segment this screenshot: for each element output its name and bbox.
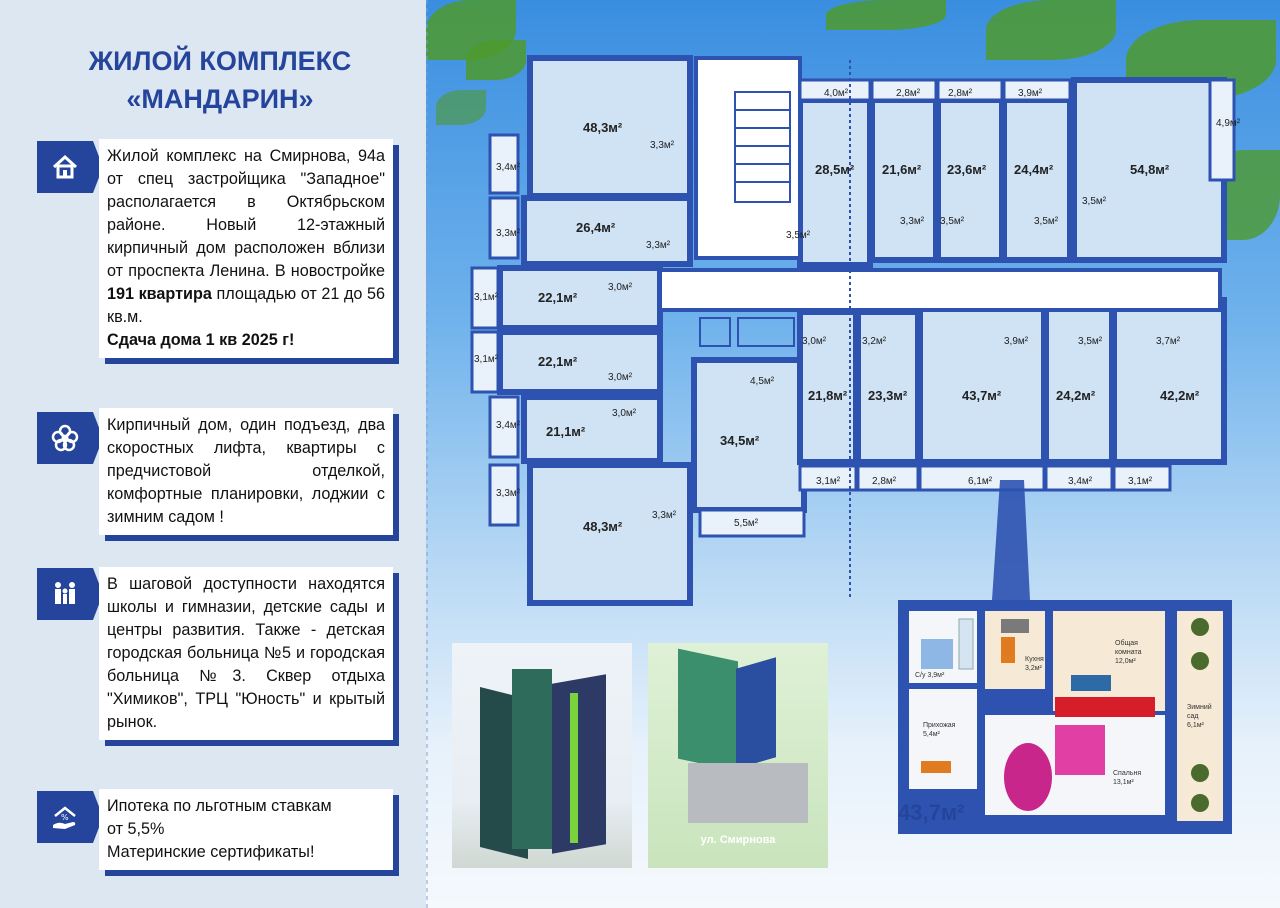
- stair-core: [696, 58, 800, 258]
- title-line-1: ЖИЛОЙ КОМПЛЕКС: [88, 46, 352, 76]
- apartment-area-label: 24,2м²: [1056, 388, 1096, 403]
- balcony-area-label: 3,5м²: [786, 230, 811, 241]
- room-kitchen-label: Кухня 3,2м²: [1025, 656, 1044, 672]
- building-description: Кирпичный дом, один подъезд, два скоростных лифта, квартиры с предчистовой отделкой, комфортные планировки, лоджии с зимним садом !: [107, 416, 385, 526]
- balcony-area-label: 3,4м²: [1068, 476, 1093, 487]
- apartment-area-label: 22,1м²: [538, 354, 578, 369]
- room-hall-label: Прихожая 5,4м²: [923, 722, 956, 738]
- room-living-label: Общая комната 12,0м²: [1115, 640, 1142, 665]
- area-range: площадью от 21 до 56 кв.м.: [107, 285, 385, 326]
- svg-text:%: %: [61, 813, 69, 822]
- balcony-area-label: 3,3м²: [650, 140, 675, 151]
- apartments-count: 191 квартира: [107, 285, 212, 303]
- balcony-area-label: 4,5м²: [750, 376, 775, 387]
- apartment-room: [524, 397, 660, 461]
- corridor: [660, 270, 1220, 310]
- balcony-area-label: 3,1м²: [816, 476, 841, 487]
- building-render-photo: [452, 643, 632, 868]
- balcony-area-label: 3,0м²: [608, 372, 633, 383]
- apartment-room: [500, 268, 660, 328]
- balcony-area-label: 2,8м²: [948, 88, 973, 99]
- apartment-area-label: 24,4м²: [1014, 162, 1054, 177]
- balcony-area-label: 3,0м²: [608, 282, 633, 293]
- balcony-area-label: 3,3м²: [496, 488, 521, 499]
- mortgage-line-1: Ипотека по льготным ставкам: [107, 797, 332, 815]
- apartment-room: [1004, 100, 1070, 260]
- balcony-area-label: 3,9м²: [1018, 88, 1043, 99]
- balcony-area-label: 3,7м²: [1156, 336, 1181, 347]
- maternity-capital: Материнские сертификаты!: [107, 843, 315, 861]
- apartment-room: [1114, 300, 1224, 462]
- apartment-room: [800, 312, 856, 462]
- apartment-area-label: 54,8м²: [1130, 162, 1170, 177]
- apartment-area-label: 43,7м²: [962, 388, 1002, 403]
- balcony-area-label: 3,5м²: [940, 216, 965, 227]
- apartment-room: [920, 300, 1044, 462]
- balcony-area-label: 3,3м²: [496, 228, 521, 239]
- apartment-room: [1046, 300, 1112, 462]
- infrastructure-description: В шаговой доступности находятся школы и гимназии, детские сады и центры развития. Также - детская городская больница №5 и городская больница №3. Сквер отдыха "Химиков", ТРЦ "Юность" и крытый рынок.: [107, 575, 385, 731]
- balcony-area-label: 3,3м²: [900, 216, 925, 227]
- balcony-area-label: 3,4м²: [496, 162, 521, 173]
- balcony-area-label: 3,3м²: [646, 240, 671, 251]
- apartment-area-label: 26,4м²: [576, 220, 616, 235]
- apartment-room: [500, 332, 660, 392]
- detail-area: 43,7м²: [898, 800, 965, 825]
- elevator: [738, 318, 794, 346]
- balcony-area-label: 3,3м²: [652, 510, 677, 521]
- apartment-room: [530, 465, 690, 603]
- apartment-room: [872, 100, 936, 260]
- apartment-area-label: 34,5м²: [720, 433, 760, 448]
- balcony-area-label: 3,1м²: [1128, 476, 1153, 487]
- balcony-area-label: 5,5м²: [734, 518, 759, 529]
- balcony-area-label: 3,1м²: [474, 292, 499, 303]
- balcony-area-label: 3,2м²: [862, 336, 887, 347]
- balcony-area-label: 3,4м²: [496, 420, 521, 431]
- complex-description: Жилой комплекс на Смирнова, 94а от спец застройщика "Западное" располагается в Октябрьском районе. Новый 12-этажный кирпичный дом расположен вблизи от проспекта Ленина. В новостройке: [107, 147, 385, 280]
- room-bedroom-label: Спальня 13,1м²: [1113, 770, 1142, 786]
- street-label: ул. Смирнова: [700, 834, 776, 846]
- completion-date: Сдача дома 1 кв 2025 г!: [107, 331, 295, 349]
- room-garden-label: Зимний сад 6,1м²: [1187, 704, 1212, 729]
- apartment-area-label: 21,8м²: [808, 388, 848, 403]
- apartment-area-label: 22,1м²: [538, 290, 578, 305]
- room-bath-label: С/у 3,9м²: [915, 672, 945, 679]
- balcony-area-label: 6,1м²: [968, 476, 993, 487]
- site-plan-render: [648, 643, 828, 868]
- balcony-area-label: 3,0м²: [802, 336, 827, 347]
- elevator: [700, 318, 730, 346]
- balcony-area-label: 3,5м²: [1078, 336, 1103, 347]
- apartment-area-label: 23,3м²: [868, 388, 908, 403]
- apartment-room: [858, 312, 918, 462]
- title-line-2: «МАНДАРИН»: [126, 84, 314, 114]
- balcony-area-label: 3,1м²: [474, 354, 499, 365]
- apartment-area-label: 21,1м²: [546, 424, 586, 439]
- balcony-area-label: 3,9м²: [1004, 336, 1029, 347]
- apartment-area-label: 21,6м²: [882, 162, 922, 177]
- balcony-area-label: 3,0м²: [612, 408, 637, 419]
- balcony-area-label: 2,8м²: [896, 88, 921, 99]
- mortgage-rate: от 5,5%: [107, 820, 165, 838]
- balcony-area-label: 2,8м²: [872, 476, 897, 487]
- apartment-room: [800, 100, 870, 265]
- apartment-area-label: 48,3м²: [583, 120, 623, 135]
- balcony-area-label: 3,5м²: [1034, 216, 1059, 227]
- apartment-area-label: 48,3м²: [583, 519, 623, 534]
- apartment-room: [938, 100, 1002, 260]
- apartment-area-label: 28,5м²: [815, 162, 855, 177]
- balcony-area-label: 4,9м²: [1216, 118, 1241, 129]
- balcony-area-label: 3,5м²: [1082, 196, 1107, 207]
- apartment-area-label: 23,6м²: [947, 162, 987, 177]
- apartment-area-label: 42,2м²: [1160, 388, 1200, 403]
- balcony-area-label: 4,0м²: [824, 88, 849, 99]
